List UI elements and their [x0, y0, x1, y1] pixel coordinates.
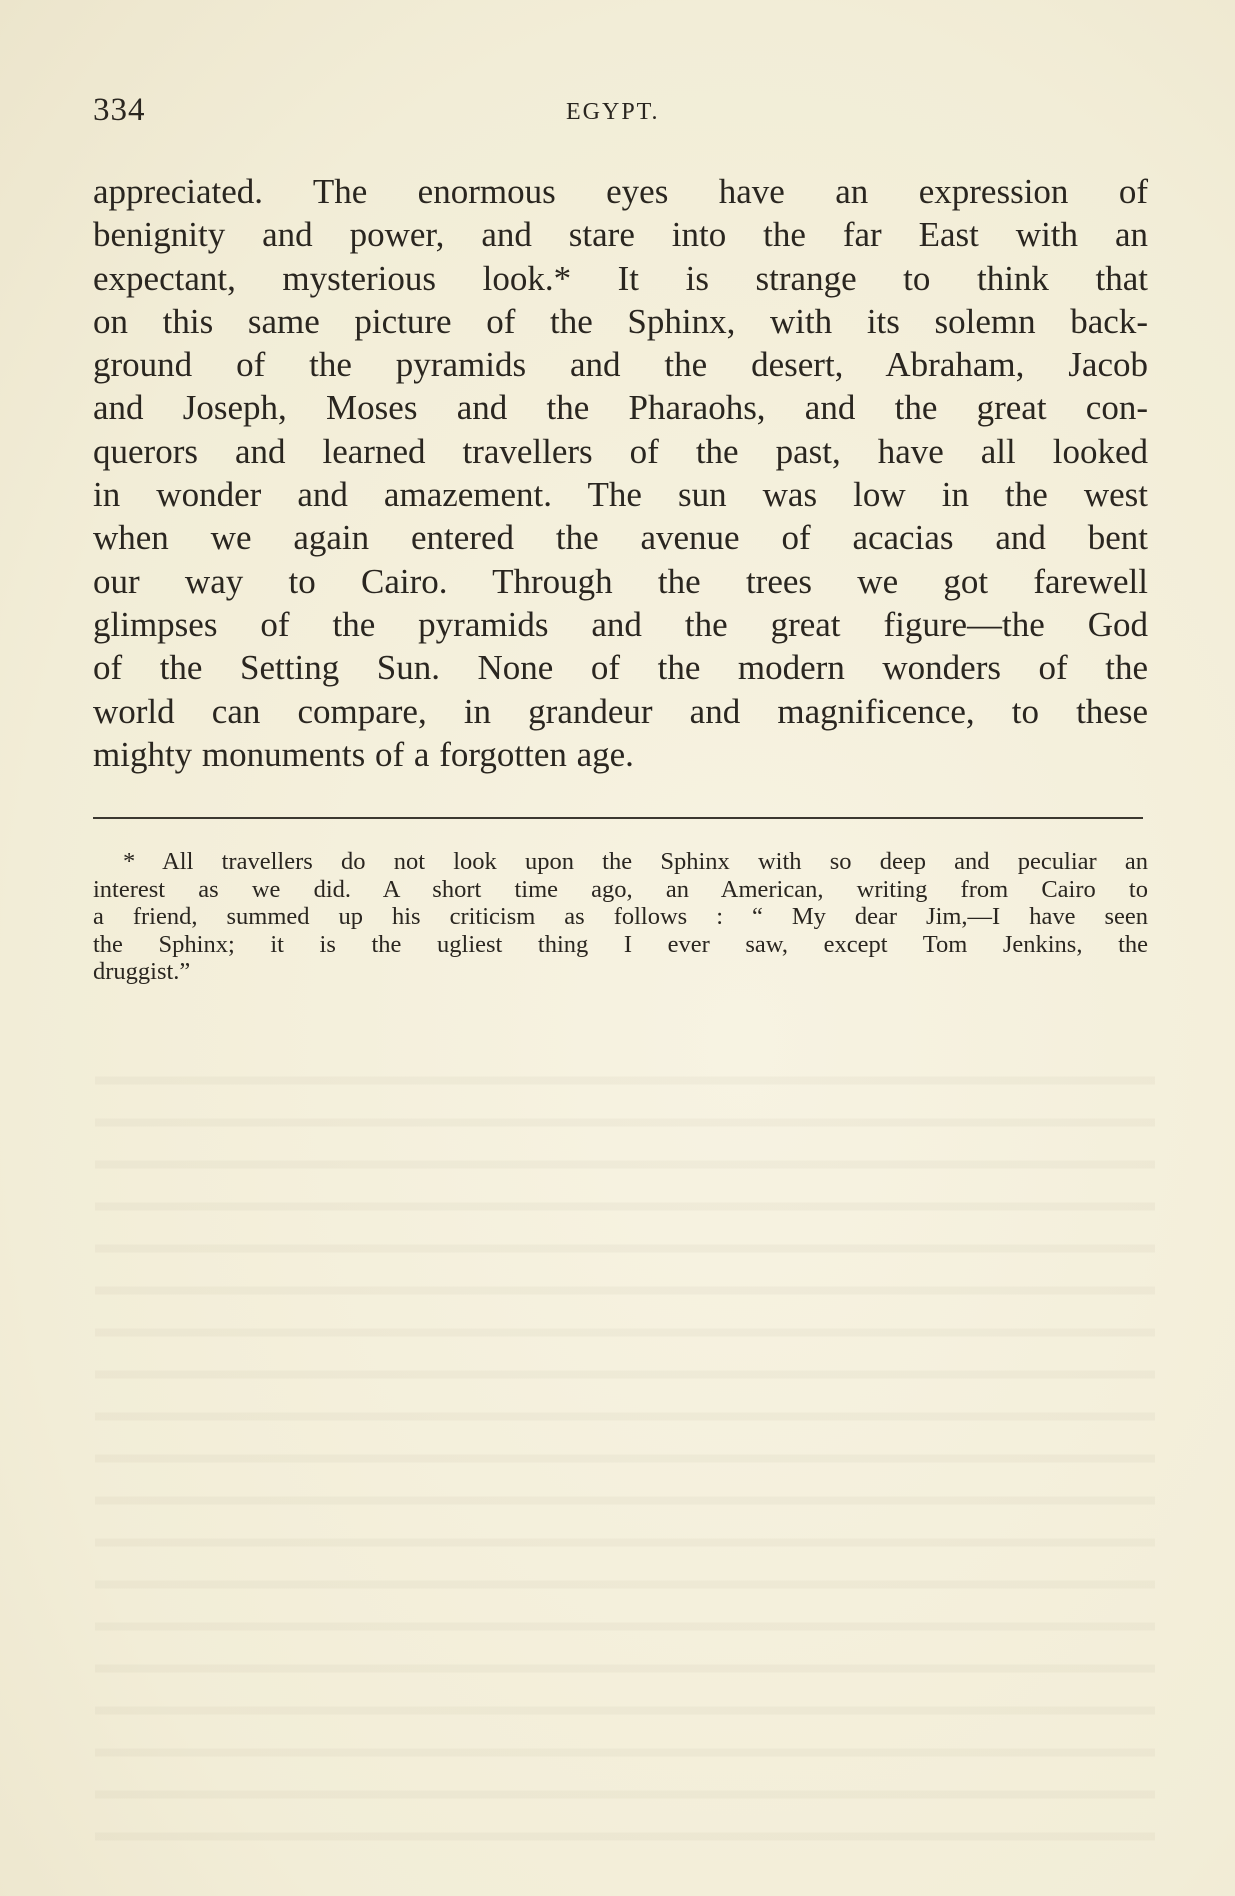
body-line: when we again entered the avenue of acacias and bent	[93, 518, 1148, 558]
body-line: in wonder and amazement. The sun was low in the west	[93, 475, 1148, 515]
body-line: ground of the pyramids and the desert, Abraham, Jacob	[93, 345, 1148, 385]
running-head-title: EGYPT.	[566, 99, 660, 125]
page-number: 334	[93, 92, 146, 128]
footnote-line: druggist.”	[93, 958, 191, 985]
body-line: querors and learned travellers of the past, have all looked	[93, 431, 1148, 471]
body-line: and Joseph, Moses and the Pharaohs, and the great con-	[93, 388, 1148, 428]
footnote-line: * All travellers do not look upon the Sphinx with so deep and peculiar an	[123, 848, 1148, 875]
body-line: expectant, mysterious look.* It is strange to think that	[93, 258, 1148, 298]
footnote	[93, 848, 1148, 986]
body-line: our way to Cairo. Through the trees we got farewell	[93, 561, 1148, 601]
footnote-line: interest as we did. A short time ago, an American, writing from Cairo to	[93, 875, 1148, 903]
body-line: mighty monuments of a forgotten age.	[93, 734, 634, 774]
show-through-texture	[95, 1050, 1155, 1870]
footnote-line: the Sphinx; it is the ugliest thing I ever saw, except Tom Jenkins, the	[93, 930, 1148, 958]
body-line: on this same picture of the Sphinx, with its solemn back-	[93, 301, 1148, 341]
body-line: of the Setting Sun. None of the modern wonders of the	[93, 648, 1148, 688]
body-line: glimpses of the pyramids and the great figure—the God	[93, 604, 1148, 644]
body-line: world can compare, in grandeur and magnificence, to these	[93, 691, 1148, 731]
body-paragraph	[93, 170, 1148, 776]
running-head	[93, 92, 1143, 132]
body-line: benignity and power, and stare into the far East with an	[93, 215, 1148, 255]
footnote-line: a friend, summed up his criticism as follows : “ My dear Jim,—I have seen	[93, 903, 1148, 930]
footnote-rule	[93, 817, 1143, 819]
body-line: appreciated. The enormous eyes have an expression of	[93, 172, 1148, 211]
